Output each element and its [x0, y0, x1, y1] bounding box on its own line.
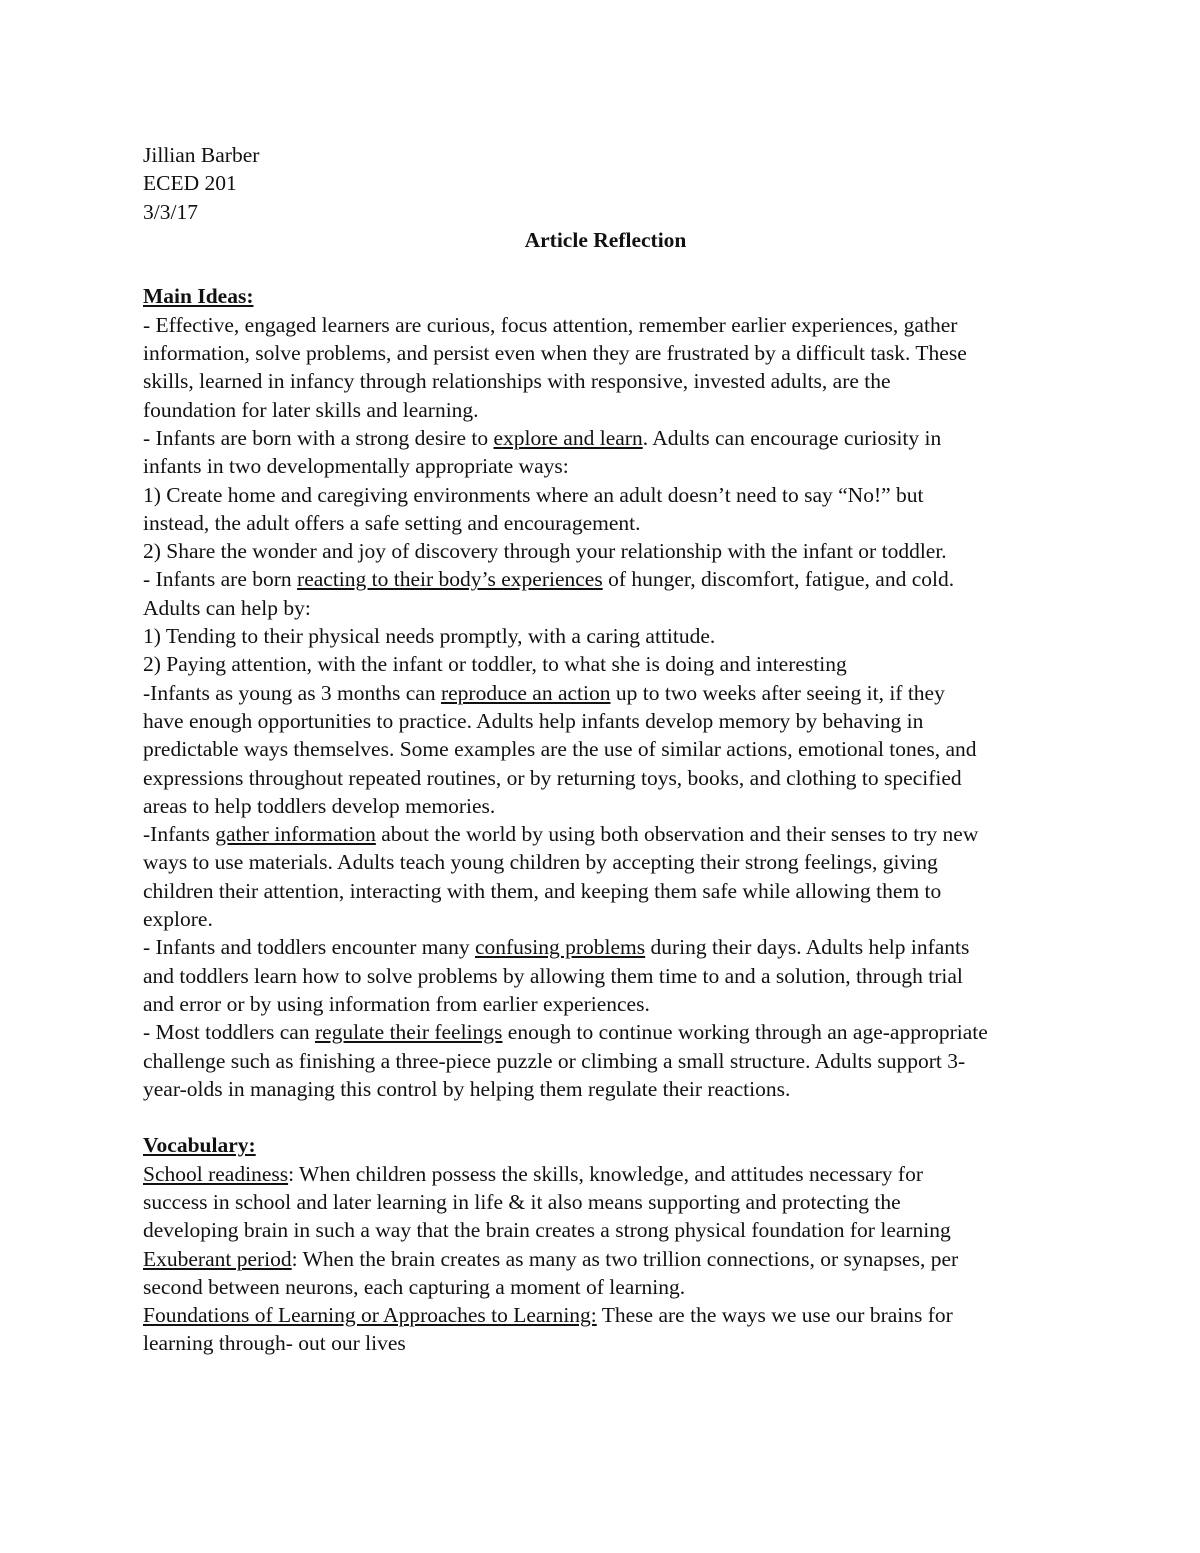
text-line: have enough opportunities to practice. Adults help infants develop memory by behaving in	[143, 708, 924, 733]
text-line: ways to use materials. Adults teach young children by accepting their strong feelings, giving	[143, 850, 938, 875]
text-line: information, solve problems, and persist even when they are frustrated by a difficult task. These	[143, 341, 967, 366]
text-line: year-olds in managing this control by helping them regulate their reactions.	[143, 1076, 791, 1101]
text-line: children their attention, interacting with them, and keeping them safe while allowing them to	[143, 878, 942, 903]
text-line: success in school and later learning in life & it also means supporting and protecting the	[143, 1189, 901, 1214]
text-line: - Infants are born with a strong desire to explore and learn. Adults can encourage curiosity in	[143, 425, 942, 450]
document-body	[143, 141, 1068, 1358]
vocab-entry: Foundations of Learning or Approaches to Learning: These are the ways we use our brains for	[143, 1303, 953, 1328]
text-line: developing brain in such a way that the brain creates a strong physical foundation for learning	[143, 1218, 951, 1243]
text-line: -Infants as young as 3 months can reproduce an action up to two weeks after seeing it, if they	[143, 680, 945, 705]
underlined-phrase: confusing problems	[474, 935, 646, 960]
text-line: - Infants are born reacting to their body’s experiences of hunger, discomfort, fatigue, and cold.	[143, 567, 955, 592]
text-line: areas to help toddlers develop memories.	[143, 793, 496, 818]
text-line: - Most toddlers can regulate their feelings enough to continue working through an age-appropriate	[143, 1020, 988, 1045]
vocab-term: School readiness	[143, 1161, 289, 1186]
text-line: instead, the adult offers a safe setting and encouragement.	[143, 510, 641, 535]
text-line: -Infants gather information about the world by using both observation and their senses to try new	[143, 822, 979, 847]
text-line: and error or by using information from earlier experiences.	[143, 991, 650, 1016]
text-line: - Infants and toddlers encounter many confusing problems during their days. Adults help infants	[143, 935, 970, 960]
underlined-phrase: reacting to their body’s experiences	[297, 567, 603, 592]
course-code: ECED 201	[143, 171, 237, 196]
spacer	[143, 1103, 1068, 1131]
vocab-term: Foundations of Learning or Approaches to Learning:	[143, 1303, 597, 1328]
text-line: skills, learned in infancy through relationships with responsive, invested adults, are the	[143, 369, 891, 394]
vocab-entry: School readiness: When children possess the skills, knowledge, and attitudes necessary for	[143, 1161, 923, 1186]
author-name: Jillian Barber	[143, 143, 260, 167]
text-line: 1) Create home and caregiving environments where an adult doesn’t need to say “No!” but	[143, 482, 924, 507]
vocab-term: Exuberant period	[143, 1246, 292, 1271]
spacer	[143, 254, 1068, 282]
text-line: learning through- out our lives	[143, 1331, 406, 1356]
main-ideas-heading: Main Ideas:	[143, 284, 254, 309]
text-line: predictable ways themselves. Some examples are the use of similar actions, emotional tones, and	[143, 737, 977, 762]
document-title: Article Reflection	[524, 227, 687, 252]
vocab-entry: Exuberant period: When the brain creates as many as two trillion connections, or synapses, per	[143, 1246, 959, 1271]
document-date: 3/3/17	[143, 199, 198, 224]
text-line: expressions throughout repeated routines, or by returning toys, books, and clothing to specified	[143, 765, 962, 790]
text-line: explore.	[143, 907, 213, 932]
text-line: 2) Paying attention, with the infant or toddler, to what she is doing and interesting	[143, 652, 847, 677]
text-line: Adults can help by:	[143, 595, 311, 620]
text-line: second between neurons, each capturing a moment of learning.	[143, 1274, 686, 1299]
text-line: 1) Tending to their physical needs promptly, with a caring attitude.	[143, 624, 716, 649]
underlined-phrase: gather information	[215, 822, 376, 847]
underlined-phrase: explore and learn	[493, 425, 643, 450]
text-line: 2) Share the wonder and joy of discovery through your relationship with the infant or toddler.	[143, 539, 947, 564]
text-line: infants in two developmentally appropriate ways:	[143, 454, 569, 479]
vocabulary-heading: Vocabulary:	[143, 1133, 256, 1158]
underlined-phrase: regulate their feelings	[314, 1020, 503, 1045]
text-line: - Effective, engaged learners are curious, focus attention, remember earlier experiences, gather	[143, 312, 958, 337]
text-line: and toddlers learn how to solve problems by allowing them time to and a solution, through trial	[143, 963, 963, 988]
text-line: foundation for later skills and learning.	[143, 397, 479, 422]
underlined-phrase: reproduce an action	[440, 680, 611, 705]
text-line: challenge such as finishing a three-piece puzzle or climbing a small structure. Adults support 3-	[143, 1048, 966, 1073]
